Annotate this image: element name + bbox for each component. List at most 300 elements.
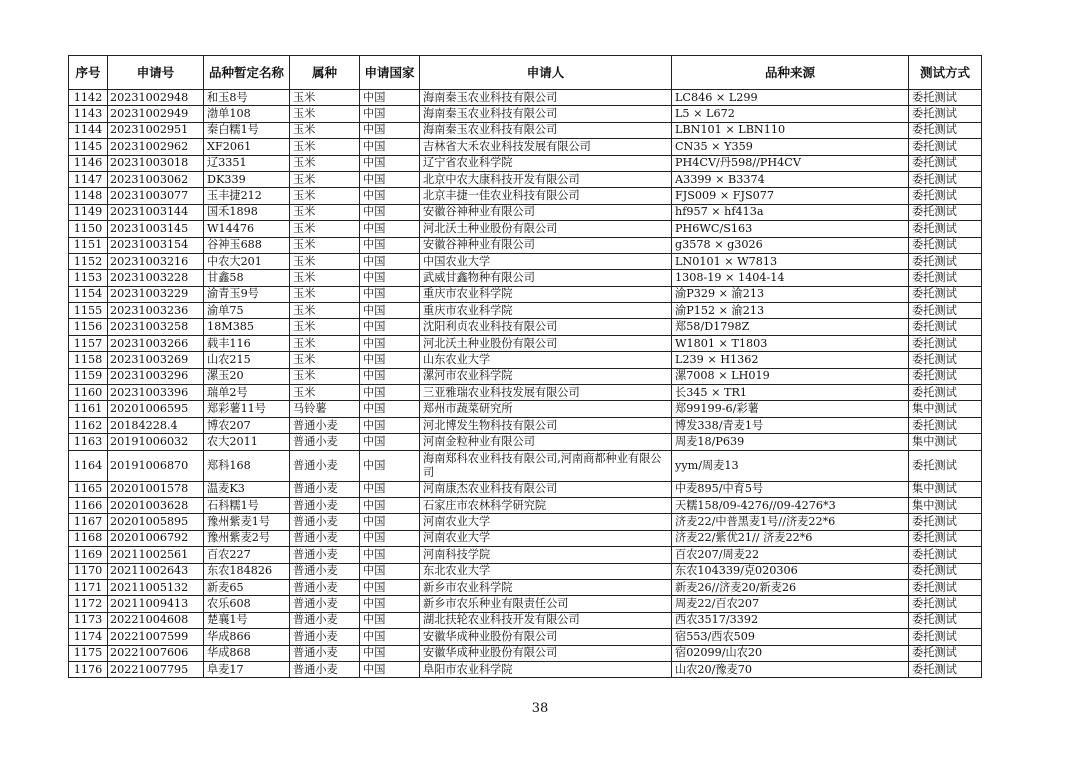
cell-country: 中国 — [360, 481, 420, 497]
cell-species: 玉米 — [290, 270, 360, 286]
cell-country: 中国 — [360, 352, 420, 368]
cell-seq: 1155 — [69, 303, 108, 319]
cell-species: 玉米 — [290, 385, 360, 401]
cell-source: 济麦22/中普黑麦1号//济麦22*6 — [672, 514, 909, 530]
cell-country: 中国 — [360, 450, 420, 481]
cell-seq: 1176 — [69, 661, 108, 677]
cell-app-no: 20231003228 — [108, 270, 204, 286]
cell-app-no: 20231003229 — [108, 286, 204, 302]
cell-app-no: 20231003269 — [108, 352, 204, 368]
cell-applicant: 安徽谷神种业有限公司 — [420, 204, 672, 220]
cell-country: 中国 — [360, 155, 420, 171]
cell-test-method: 委托测试 — [909, 171, 982, 187]
cell-species: 普通小麦 — [290, 547, 360, 563]
cell-applicant: 安徽华成种业股份有限公司 — [420, 645, 672, 661]
cell-applicant: 阜阳市农业科学院 — [420, 661, 672, 677]
cell-variety-name: 楚襄1号 — [204, 612, 290, 628]
table-row — [69, 352, 982, 368]
cell-species: 马铃薯 — [290, 401, 360, 417]
cell-seq: 1156 — [69, 319, 108, 335]
cell-country: 中国 — [360, 547, 420, 563]
cell-country: 中国 — [360, 612, 420, 628]
cell-applicant: 河北博发生物科技有限公司 — [420, 417, 672, 433]
cell-variety-name: 漯玉20 — [204, 368, 290, 384]
cell-species: 玉米 — [290, 90, 360, 106]
table-row — [69, 629, 982, 645]
cell-variety-name: 甘鑫58 — [204, 270, 290, 286]
cell-source: 西农3517/3392 — [672, 612, 909, 628]
cell-applicant: 河南科技学院 — [420, 547, 672, 563]
cell-species: 玉米 — [290, 204, 360, 220]
cell-test-method: 委托测试 — [909, 352, 982, 368]
cell-country: 中国 — [360, 514, 420, 530]
cell-country: 中国 — [360, 661, 420, 677]
cell-app-no: 20231003216 — [108, 253, 204, 269]
table-row — [69, 253, 982, 269]
cell-source: LN0101 × W7813 — [672, 253, 909, 269]
cell-variety-name: 华成866 — [204, 629, 290, 645]
table-row — [69, 417, 982, 433]
cell-source: 渝P152 × 渝213 — [672, 303, 909, 319]
variety-table — [68, 55, 982, 678]
cell-test-method: 集中测试 — [909, 434, 982, 450]
cell-seq: 1162 — [69, 417, 108, 433]
cell-variety-name: 郑科168 — [204, 450, 290, 481]
header-test-method: 测试方式 — [909, 56, 982, 90]
cell-applicant: 安徽华成种业股份有限公司 — [420, 629, 672, 645]
cell-variety-name: W14476 — [204, 221, 290, 237]
cell-seq: 1169 — [69, 547, 108, 563]
cell-country: 中国 — [360, 530, 420, 546]
table-row — [69, 335, 982, 351]
table-row — [69, 106, 982, 122]
cell-applicant: 河北沃土种业股份有限公司 — [420, 335, 672, 351]
cell-source: FJS009 × FJS077 — [672, 188, 909, 204]
cell-variety-name: XF2061 — [204, 139, 290, 155]
cell-applicant: 河北沃土种业股份有限公司 — [420, 221, 672, 237]
cell-country: 中国 — [360, 303, 420, 319]
cell-app-no: 20231002948 — [108, 90, 204, 106]
cell-app-no: 20201001578 — [108, 481, 204, 497]
header-variety-name: 品种暂定名称 — [204, 56, 290, 90]
cell-applicant: 新乡市农乐种业有限责任公司 — [420, 596, 672, 612]
cell-variety-name: 和玉8号 — [204, 90, 290, 106]
cell-app-no: 20221007795 — [108, 661, 204, 677]
cell-country: 中国 — [360, 90, 420, 106]
cell-app-no: 20201006595 — [108, 401, 204, 417]
cell-variety-name: 农乐608 — [204, 596, 290, 612]
cell-test-method: 集中测试 — [909, 497, 982, 513]
cell-test-method: 委托测试 — [909, 270, 982, 286]
table-row — [69, 434, 982, 450]
cell-country: 中国 — [360, 204, 420, 220]
cell-country: 中国 — [360, 335, 420, 351]
cell-country: 中国 — [360, 563, 420, 579]
cell-variety-name: 百农227 — [204, 547, 290, 563]
cell-country: 中国 — [360, 629, 420, 645]
cell-species: 玉米 — [290, 237, 360, 253]
cell-country: 中国 — [360, 221, 420, 237]
cell-species: 玉米 — [290, 171, 360, 187]
cell-app-no: 20231002962 — [108, 139, 204, 155]
cell-test-method: 委托测试 — [909, 596, 982, 612]
cell-source: PH6WC/S163 — [672, 221, 909, 237]
cell-variety-name: 豫州紫麦1号 — [204, 514, 290, 530]
cell-country: 中国 — [360, 171, 420, 187]
cell-species: 玉米 — [290, 106, 360, 122]
table-row — [69, 596, 982, 612]
table-row — [69, 612, 982, 628]
cell-test-method: 委托测试 — [909, 335, 982, 351]
cell-variety-name: 玉丰捷212 — [204, 188, 290, 204]
cell-variety-name: 渝青玉9号 — [204, 286, 290, 302]
cell-app-no: 20221007606 — [108, 645, 204, 661]
cell-test-method: 委托测试 — [909, 319, 982, 335]
cell-app-no: 20211002643 — [108, 563, 204, 579]
cell-source: 渝P329 × 渝213 — [672, 286, 909, 302]
table-row — [69, 530, 982, 546]
cell-species: 普通小麦 — [290, 530, 360, 546]
cell-app-no: 20231002951 — [108, 122, 204, 138]
cell-app-no: 20201005895 — [108, 514, 204, 530]
cell-app-no: 20201006792 — [108, 530, 204, 546]
cell-seq: 1150 — [69, 221, 108, 237]
cell-country: 中国 — [360, 417, 420, 433]
cell-species: 普通小麦 — [290, 497, 360, 513]
cell-country: 中国 — [360, 368, 420, 384]
cell-applicant: 新乡市农业科学院 — [420, 579, 672, 595]
cell-source: 郑58/D1798Z — [672, 319, 909, 335]
table-row — [69, 155, 982, 171]
cell-app-no: 20231003077 — [108, 188, 204, 204]
cell-variety-name: 山农215 — [204, 352, 290, 368]
cell-test-method: 委托测试 — [909, 530, 982, 546]
cell-applicant: 郑州市蔬菜研究所 — [420, 401, 672, 417]
cell-app-no: 20221004608 — [108, 612, 204, 628]
cell-source: g3578 × g3026 — [672, 237, 909, 253]
cell-seq: 1154 — [69, 286, 108, 302]
table-row — [69, 122, 982, 138]
cell-test-method: 委托测试 — [909, 514, 982, 530]
table-row — [69, 237, 982, 253]
cell-variety-name: 国禾1898 — [204, 204, 290, 220]
cell-species: 玉米 — [290, 188, 360, 204]
cell-source: 天糯158/09-4276//09-4276*3 — [672, 497, 909, 513]
cell-app-no: 20191006870 — [108, 450, 204, 481]
table-row — [69, 90, 982, 106]
cell-test-method: 委托测试 — [909, 563, 982, 579]
cell-source: 新麦26//济麦20/新麦26 — [672, 579, 909, 595]
cell-applicant: 漯河市农业科学院 — [420, 368, 672, 384]
cell-seq: 1158 — [69, 352, 108, 368]
table-row — [69, 401, 982, 417]
cell-applicant: 北京中农大康科技开发有限公司 — [420, 171, 672, 187]
cell-variety-name: 东农184826 — [204, 563, 290, 579]
cell-source: LC846 × L299 — [672, 90, 909, 106]
cell-source: LBN101 × LBN110 — [672, 122, 909, 138]
cell-applicant: 中国农业大学 — [420, 253, 672, 269]
cell-seq: 1163 — [69, 434, 108, 450]
cell-applicant: 东北农业大学 — [420, 563, 672, 579]
header-source: 品种来源 — [672, 56, 909, 90]
cell-applicant: 海南郑科农业科技有限公司,河南商都种业有限公司 — [420, 450, 672, 481]
cell-test-method: 委托测试 — [909, 286, 982, 302]
cell-seq: 1148 — [69, 188, 108, 204]
cell-species: 玉米 — [290, 286, 360, 302]
cell-seq: 1159 — [69, 368, 108, 384]
cell-source: 周麦22/百农207 — [672, 596, 909, 612]
cell-source: L239 × H1362 — [672, 352, 909, 368]
cell-test-method: 委托测试 — [909, 417, 982, 433]
table-row — [69, 385, 982, 401]
table-row — [69, 497, 982, 513]
cell-app-no: 20231003266 — [108, 335, 204, 351]
cell-variety-name: 温麦K3 — [204, 481, 290, 497]
cell-app-no: 20231003258 — [108, 319, 204, 335]
cell-source: 宿02099/山农20 — [672, 645, 909, 661]
cell-applicant: 重庆市农业科学院 — [420, 286, 672, 302]
cell-variety-name: 新麦65 — [204, 579, 290, 595]
table-row — [69, 319, 982, 335]
cell-source: 长345 × TR1 — [672, 385, 909, 401]
table-row — [69, 563, 982, 579]
cell-seq: 1166 — [69, 497, 108, 513]
table-body — [69, 90, 982, 678]
cell-test-method: 委托测试 — [909, 122, 982, 138]
cell-test-method: 委托测试 — [909, 645, 982, 661]
header-applicant: 申请人 — [420, 56, 672, 90]
cell-applicant: 河南农业大学 — [420, 530, 672, 546]
cell-app-no: 20231003145 — [108, 221, 204, 237]
cell-test-method: 委托测试 — [909, 629, 982, 645]
cell-app-no: 20231003296 — [108, 368, 204, 384]
cell-species: 玉米 — [290, 303, 360, 319]
cell-applicant: 海南秦玉农业科技有限公司 — [420, 106, 672, 122]
cell-species: 普通小麦 — [290, 434, 360, 450]
header-species: 属种 — [290, 56, 360, 90]
cell-app-no: 20231003236 — [108, 303, 204, 319]
cell-variety-name: 辽3351 — [204, 155, 290, 171]
cell-country: 中国 — [360, 237, 420, 253]
cell-applicant: 海南秦玉农业科技有限公司 — [420, 122, 672, 138]
cell-seq: 1167 — [69, 514, 108, 530]
cell-variety-name: 渝单75 — [204, 303, 290, 319]
cell-country: 中国 — [360, 497, 420, 513]
cell-species: 玉米 — [290, 319, 360, 335]
cell-app-no: 20231002949 — [108, 106, 204, 122]
cell-variety-name: 中农大201 — [204, 253, 290, 269]
table-row — [69, 579, 982, 595]
cell-seq: 1157 — [69, 335, 108, 351]
cell-test-method: 委托测试 — [909, 579, 982, 595]
cell-seq: 1153 — [69, 270, 108, 286]
cell-species: 普通小麦 — [290, 629, 360, 645]
cell-app-no: 20221007599 — [108, 629, 204, 645]
cell-source: yym/周麦13 — [672, 450, 909, 481]
cell-country: 中国 — [360, 596, 420, 612]
header-app-no: 申请号 — [108, 56, 204, 90]
cell-seq: 1149 — [69, 204, 108, 220]
cell-country: 中国 — [360, 434, 420, 450]
cell-test-method: 委托测试 — [909, 188, 982, 204]
table-row — [69, 514, 982, 530]
cell-test-method: 委托测试 — [909, 106, 982, 122]
cell-species: 普通小麦 — [290, 450, 360, 481]
table-header-row — [69, 56, 982, 90]
table-row — [69, 270, 982, 286]
cell-species: 普通小麦 — [290, 596, 360, 612]
cell-country: 中国 — [360, 385, 420, 401]
table-row — [69, 171, 982, 187]
cell-seq: 1152 — [69, 253, 108, 269]
cell-source: 周麦18/P639 — [672, 434, 909, 450]
cell-seq: 1146 — [69, 155, 108, 171]
cell-source: PH4CV/丹598//PH4CV — [672, 155, 909, 171]
cell-variety-name: 渤单108 — [204, 106, 290, 122]
table-row — [69, 661, 982, 677]
cell-source: 东农104339/克020306 — [672, 563, 909, 579]
cell-variety-name: 载丰116 — [204, 335, 290, 351]
cell-country: 中国 — [360, 253, 420, 269]
cell-seq: 1151 — [69, 237, 108, 253]
cell-species: 普通小麦 — [290, 514, 360, 530]
cell-species: 普通小麦 — [290, 661, 360, 677]
cell-country: 中国 — [360, 319, 420, 335]
cell-test-method: 委托测试 — [909, 303, 982, 319]
cell-variety-name: 18M385 — [204, 319, 290, 335]
table-row — [69, 368, 982, 384]
cell-test-method: 集中测试 — [909, 401, 982, 417]
cell-app-no: 20231003154 — [108, 237, 204, 253]
table-row — [69, 547, 982, 563]
cell-species: 普通小麦 — [290, 481, 360, 497]
cell-app-no: 20211005132 — [108, 579, 204, 595]
cell-test-method: 委托测试 — [909, 204, 982, 220]
table-row — [69, 481, 982, 497]
cell-seq: 1173 — [69, 612, 108, 628]
cell-seq: 1147 — [69, 171, 108, 187]
cell-app-no: 20231003062 — [108, 171, 204, 187]
cell-applicant: 海南秦玉农业科技有限公司 — [420, 90, 672, 106]
cell-app-no: 20211002561 — [108, 547, 204, 563]
cell-seq: 1165 — [69, 481, 108, 497]
cell-seq: 1170 — [69, 563, 108, 579]
cell-source: L5 × L672 — [672, 106, 909, 122]
cell-test-method: 委托测试 — [909, 90, 982, 106]
cell-source: 山农20/豫麦70 — [672, 661, 909, 677]
cell-applicant: 吉林省大禾农业科技发展有限公司 — [420, 139, 672, 155]
cell-country: 中国 — [360, 139, 420, 155]
cell-species: 玉米 — [290, 253, 360, 269]
cell-source: CN35 × Y359 — [672, 139, 909, 155]
cell-test-method: 委托测试 — [909, 139, 982, 155]
cell-applicant: 河南农业大学 — [420, 514, 672, 530]
cell-variety-name: 阜麦17 — [204, 661, 290, 677]
cell-app-no: 20191006032 — [108, 434, 204, 450]
cell-country: 中国 — [360, 188, 420, 204]
cell-species: 玉米 — [290, 221, 360, 237]
cell-species: 普通小麦 — [290, 612, 360, 628]
cell-test-method: 委托测试 — [909, 368, 982, 384]
cell-source: 百农207/周麦22 — [672, 547, 909, 563]
cell-test-method: 委托测试 — [909, 155, 982, 171]
table-row — [69, 139, 982, 155]
cell-species: 玉米 — [290, 368, 360, 384]
cell-source: 1308-19 × 1404-14 — [672, 270, 909, 286]
cell-seq: 1172 — [69, 596, 108, 612]
cell-applicant: 沈阳利贞农业科技有限公司 — [420, 319, 672, 335]
cell-seq: 1143 — [69, 106, 108, 122]
cell-app-no: 20231003396 — [108, 385, 204, 401]
cell-applicant: 三亚雅瑞农业科技发展有限公司 — [420, 385, 672, 401]
cell-country: 中国 — [360, 270, 420, 286]
cell-source: 漯7008 × LH019 — [672, 368, 909, 384]
cell-source: 济麦22/紫优21// 济麦22*6 — [672, 530, 909, 546]
cell-test-method: 委托测试 — [909, 385, 982, 401]
cell-seq: 1161 — [69, 401, 108, 417]
cell-seq: 1164 — [69, 450, 108, 481]
cell-variety-name: 谷神玉688 — [204, 237, 290, 253]
cell-species: 玉米 — [290, 352, 360, 368]
cell-app-no: 20201003628 — [108, 497, 204, 513]
cell-applicant: 石家庄市农林科学研究院 — [420, 497, 672, 513]
cell-test-method: 委托测试 — [909, 547, 982, 563]
cell-source: 博发338/青麦1号 — [672, 417, 909, 433]
cell-source: A3399 × B3374 — [672, 171, 909, 187]
cell-test-method: 委托测试 — [909, 450, 982, 481]
cell-test-method: 委托测试 — [909, 221, 982, 237]
cell-app-no: 20211009413 — [108, 596, 204, 612]
cell-variety-name: 瑞单2号 — [204, 385, 290, 401]
cell-species: 普通小麦 — [290, 417, 360, 433]
cell-country: 中国 — [360, 106, 420, 122]
cell-app-no: 20231003144 — [108, 204, 204, 220]
cell-variety-name: 华成868 — [204, 645, 290, 661]
cell-applicant: 河南康杰农业科技有限公司 — [420, 481, 672, 497]
cell-species: 普通小麦 — [290, 563, 360, 579]
cell-test-method: 委托测试 — [909, 612, 982, 628]
cell-applicant: 辽宁省农业科学院 — [420, 155, 672, 171]
cell-source: 宿553/西农509 — [672, 629, 909, 645]
cell-applicant: 湖北扶轮农业科技开发有限公司 — [420, 612, 672, 628]
cell-applicant: 北京丰捷一佳农业科技有限公司 — [420, 188, 672, 204]
cell-variety-name: 石科糯1号 — [204, 497, 290, 513]
cell-country: 中国 — [360, 579, 420, 595]
cell-country: 中国 — [360, 645, 420, 661]
cell-applicant: 武威甘鑫物种有限公司 — [420, 270, 672, 286]
cell-test-method: 集中测试 — [909, 481, 982, 497]
table-row — [69, 204, 982, 220]
cell-seq: 1142 — [69, 90, 108, 106]
cell-source: 郑99199-6/彩薯 — [672, 401, 909, 417]
cell-source: hf957 × hf413a — [672, 204, 909, 220]
cell-seq: 1160 — [69, 385, 108, 401]
cell-variety-name: DK339 — [204, 171, 290, 187]
cell-country: 中国 — [360, 286, 420, 302]
cell-applicant: 河南金粒种业有限公司 — [420, 434, 672, 450]
cell-seq: 1144 — [69, 122, 108, 138]
header-country: 申请国家 — [360, 56, 420, 90]
cell-test-method: 委托测试 — [909, 661, 982, 677]
cell-species: 玉米 — [290, 139, 360, 155]
cell-applicant: 安徽谷神种业有限公司 — [420, 237, 672, 253]
cell-variety-name: 博农207 — [204, 417, 290, 433]
cell-species: 普通小麦 — [290, 645, 360, 661]
table-row — [69, 303, 982, 319]
cell-app-no: 20231003018 — [108, 155, 204, 171]
table-row — [69, 188, 982, 204]
cell-seq: 1174 — [69, 629, 108, 645]
